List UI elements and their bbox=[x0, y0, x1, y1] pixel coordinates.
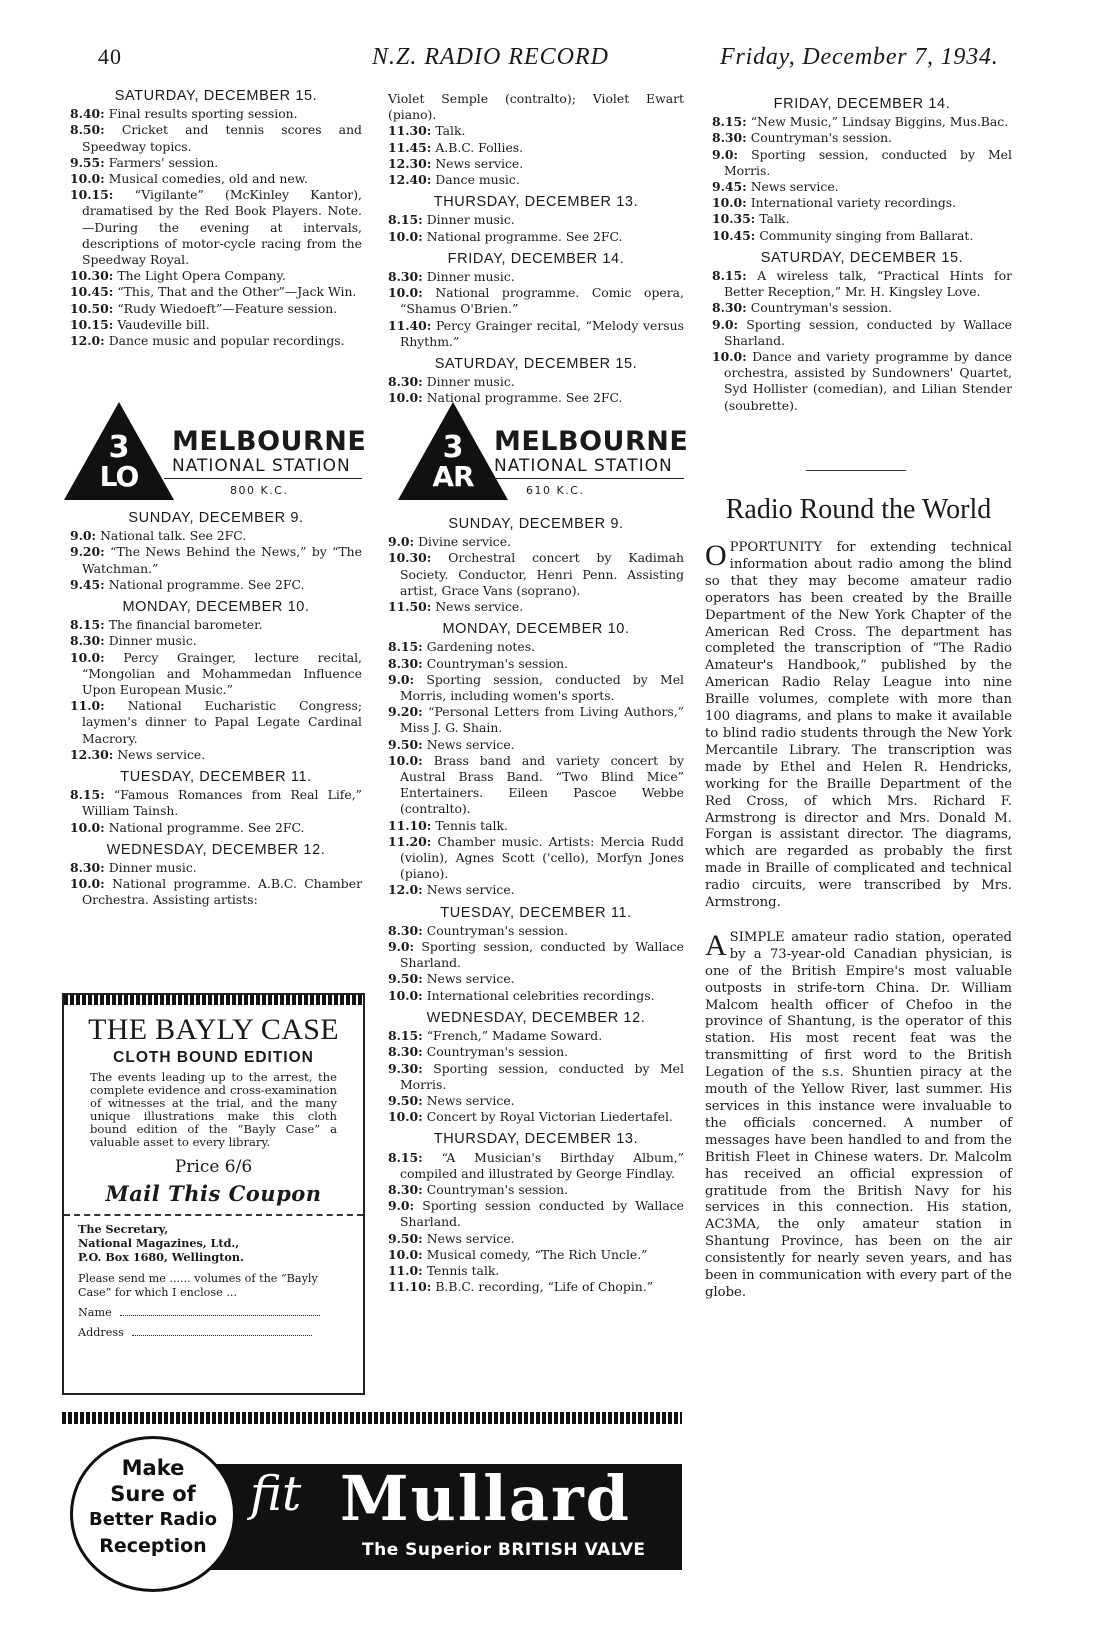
station-name: MELBOURNE bbox=[172, 426, 367, 457]
entry-text: “A Musician's Birthday Album,” compiled and illustrated by George Findlay. bbox=[400, 1149, 684, 1181]
station-banner-3ar bbox=[398, 402, 689, 500]
entry-time: 10.30: bbox=[388, 550, 432, 566]
entry-time: 8.30: bbox=[388, 655, 423, 671]
programme-entry bbox=[388, 971, 684, 987]
programme-entry bbox=[388, 1044, 684, 1060]
entry-text: A.B.C. Follies. bbox=[435, 139, 524, 155]
entry-text: A wireless talk, “Practical Hints for Better Reception,” Mr. H. Kingsley Love. bbox=[724, 268, 1012, 300]
programme-entry bbox=[388, 229, 684, 245]
ad-price: Price 6/6 bbox=[174, 1157, 253, 1177]
programme-entry bbox=[70, 787, 362, 819]
programme-entry bbox=[388, 550, 684, 599]
publication-title: N.Z. RADIO RECORD bbox=[372, 44, 609, 70]
column-2-top bbox=[388, 91, 684, 407]
entry-text: “French,” Madame Soward. bbox=[426, 1028, 603, 1044]
entry-text: Countryman's session. bbox=[426, 1044, 569, 1060]
entry-time: 10.45: bbox=[712, 227, 756, 243]
entry-time: 9.0: bbox=[388, 939, 415, 955]
entry-text: Talk. bbox=[759, 211, 790, 227]
programme-entry bbox=[388, 1109, 684, 1125]
station-logo-digit: 3 bbox=[108, 430, 130, 465]
entry-text: Percy Grainger, lecture recital, “Mongolian and Mohammedan Influence Upon European Music.” bbox=[82, 649, 362, 698]
entry-time: 10.0: bbox=[388, 987, 423, 1003]
entry-time: 9.20: bbox=[388, 704, 423, 720]
programme-entry bbox=[70, 333, 362, 349]
entry-text: Cricket and tennis scores and Speedway topics. bbox=[82, 122, 362, 154]
entry-text: Tennis talk. bbox=[426, 1262, 500, 1278]
article-paragraph-2 bbox=[705, 930, 1012, 1302]
day-heading: THURSDAY, DECEMBER 13. bbox=[433, 1131, 639, 1148]
programme-entry bbox=[388, 1093, 684, 1109]
programme-entry bbox=[388, 639, 684, 655]
programme-entry bbox=[388, 672, 684, 704]
entry-text: National Eucharistic Congress; laymen's dinner to Papal Legate Cardinal Macrory. bbox=[82, 698, 362, 746]
entry-time: 10.15: bbox=[70, 316, 114, 332]
entry-time: 8.15: bbox=[712, 114, 747, 130]
entry-time: 8.30: bbox=[388, 1044, 423, 1060]
programme-entry bbox=[388, 374, 684, 390]
entry-text: Sporting session, conducted by Mel Morris. bbox=[400, 1060, 684, 1092]
programme-entry bbox=[388, 923, 684, 939]
entry-time: 10.15: bbox=[70, 187, 114, 203]
coupon-name-row bbox=[78, 1306, 349, 1320]
programme-entry bbox=[70, 633, 362, 649]
bayly-case-ad bbox=[62, 993, 365, 1395]
column-3-top bbox=[712, 96, 1012, 414]
entry-time: 12.40: bbox=[388, 172, 432, 188]
entry-time: 10.45: bbox=[70, 284, 114, 300]
entry-time: 9.45: bbox=[70, 576, 105, 592]
station-subtitle: NATIONAL STATION bbox=[494, 456, 673, 476]
programme-entry bbox=[70, 301, 362, 317]
entry-time: 10.0: bbox=[70, 876, 105, 892]
ad-subtitle: CLOTH BOUND EDITION bbox=[113, 1049, 314, 1066]
entry-text: Community singing from Ballarat. bbox=[759, 227, 974, 243]
programme-entry bbox=[70, 155, 362, 171]
column-1-top bbox=[70, 88, 362, 349]
entry-time: 8.15: bbox=[70, 787, 105, 803]
entry-time: 11.10: bbox=[388, 1279, 432, 1295]
entry-time: 9.0: bbox=[712, 146, 739, 162]
programme-entry bbox=[388, 534, 684, 550]
entry-text: Gardening notes. bbox=[426, 639, 536, 655]
station-frequency: 800 K.C. bbox=[230, 484, 289, 497]
day-heading: WEDNESDAY, DECEMBER 12. bbox=[426, 1009, 646, 1026]
entry-text: The Light Opera Company. bbox=[117, 268, 286, 284]
programme-entry bbox=[712, 268, 1012, 300]
station-banner-3lo bbox=[64, 402, 367, 500]
page-number: 40 bbox=[98, 44, 122, 69]
ad-brand-name: Mullard bbox=[340, 1462, 632, 1535]
entry-time: 8.15: bbox=[388, 1028, 423, 1044]
entry-time: 8.15: bbox=[388, 1149, 423, 1165]
programme-entry bbox=[712, 195, 1012, 211]
entry-text: International celebrities recordings. bbox=[426, 987, 655, 1003]
programme-entry bbox=[388, 1198, 684, 1230]
entry-text: “Personal Letters from Living Authors,” Miss J. G. Shain. bbox=[400, 704, 684, 736]
programme-entry bbox=[70, 860, 362, 876]
station-name: MELBOURNE bbox=[494, 426, 689, 457]
entry-time: 10.50: bbox=[70, 300, 114, 316]
coupon-address-line: National Magazines, Ltd., bbox=[78, 1236, 240, 1250]
issue-date: Friday, December 7, 1934. bbox=[720, 44, 999, 70]
station-logo-letters: AR bbox=[432, 460, 474, 493]
entry-text: News service. bbox=[750, 179, 839, 195]
entry-text: News service. bbox=[426, 971, 515, 987]
entry-text: National programme. See 2FC. bbox=[108, 819, 305, 835]
entry-time: 8.40: bbox=[70, 106, 105, 122]
entry-text: Countryman's session. bbox=[750, 130, 893, 146]
entry-time: 8.30: bbox=[70, 633, 105, 649]
programme-entry bbox=[388, 834, 684, 883]
entry-text: Talk. bbox=[435, 123, 466, 139]
entry-time: 12.30: bbox=[388, 155, 432, 171]
entry-text: Countryman's session. bbox=[426, 655, 569, 671]
entry-text: News service. bbox=[117, 746, 206, 762]
entry-time: 11.10: bbox=[388, 817, 432, 833]
entry-time: 8.30: bbox=[388, 374, 423, 390]
programme-entry bbox=[712, 147, 1012, 179]
entry-time: 9.0: bbox=[388, 671, 415, 687]
entry-time: 10.0: bbox=[388, 1246, 423, 1262]
entry-text: News service. bbox=[435, 155, 524, 171]
entry-time: 10.30: bbox=[70, 268, 114, 284]
entry-text: Dance music and popular recordings. bbox=[108, 333, 345, 349]
entry-time: 9.0: bbox=[388, 534, 415, 550]
entry-time: 12.30: bbox=[70, 746, 114, 762]
programme-entry bbox=[388, 269, 684, 285]
programme-entry bbox=[388, 1061, 684, 1093]
entry-time: 8.30: bbox=[388, 1181, 423, 1197]
entry-time: 10.0: bbox=[70, 819, 105, 835]
entry-time: 10.35: bbox=[712, 211, 756, 227]
programme-entry bbox=[70, 747, 362, 763]
entry-time: 11.40: bbox=[388, 317, 432, 333]
programme-entry bbox=[712, 349, 1012, 414]
entry-time: 12.0: bbox=[70, 333, 105, 349]
programme-entry bbox=[70, 577, 362, 593]
station-logo-letters: LO bbox=[99, 460, 139, 493]
entry-time: 9.0: bbox=[388, 1198, 415, 1214]
entry-time: 10.0: bbox=[712, 349, 747, 365]
drop-cap: O bbox=[705, 539, 727, 572]
entry-time: 8.30: bbox=[388, 269, 423, 285]
programme-entry bbox=[388, 1247, 684, 1263]
entry-text: “Rudy Wiedoeft”—Feature session. bbox=[117, 300, 338, 316]
entry-text: News service. bbox=[426, 1092, 515, 1108]
entry-text: Dinner music. bbox=[426, 212, 515, 228]
entry-text: Chamber music. Artists: Mercia Rudd (violin), Agnes Scott ('cello), Morfyn Jones (piano). bbox=[400, 833, 684, 882]
badge-line: Make bbox=[121, 1456, 185, 1480]
entry-text: International variety recordings. bbox=[750, 195, 957, 211]
programme-entry bbox=[388, 1182, 684, 1198]
entry-text: News service. bbox=[426, 1230, 515, 1246]
entry-text: Sporting session, conducted by Mel Morris, including women's sports. bbox=[400, 671, 684, 704]
programme-entry bbox=[70, 317, 362, 333]
programme-entry bbox=[712, 300, 1012, 316]
article-text: SIMPLE amateur radio station, operated by a 73-year-old Canadian physician, is one of the British Empire's most valuable outposts in strife-torn China. Dr. William Malcom health officer of Chefoo in the province of Shantung, is the operator of this station. His most recent feat was the transmitting of first word to the British Legation of the s.s. Shuntien piracy at the mouth of the Yellow River, last summer. His services in this instance were invaluable to the officials concerned. A number of messages have been handled to and from the British Fleet in Chinese waters. Dr. Malcolm has received an official expression of gratitude from the British Navy for his services in this connection. His station, AC3MA, the only amateur station in Shantung Province, has been on the air consistently for nearly seven years, and has been in communication with every part of the globe. bbox=[705, 929, 1012, 1300]
entry-time: 10.0: bbox=[388, 228, 423, 244]
entry-time: 9.0: bbox=[712, 316, 739, 332]
coupon-name-field[interactable] bbox=[120, 1315, 320, 1316]
entry-text: Sporting session, conducted by Wallace Sharland. bbox=[400, 939, 684, 971]
entry-text: Dinner music. bbox=[108, 860, 197, 876]
coupon-address-line: P.O. Box 1680, Wellington. bbox=[78, 1250, 244, 1264]
entry-time: 10.0: bbox=[388, 285, 423, 301]
entry-text: Musical comedies, old and new. bbox=[108, 171, 308, 187]
entry-time: 10.0: bbox=[712, 195, 747, 211]
programme-entry bbox=[70, 650, 362, 699]
coupon-address-row bbox=[78, 1326, 349, 1340]
entry-time: 11.0: bbox=[388, 1262, 423, 1278]
programme-entry bbox=[712, 317, 1012, 349]
day-heading: MONDAY, DECEMBER 10. bbox=[122, 599, 310, 616]
entry-text: Concert by Royal Victorian Liedertafel. bbox=[426, 1109, 673, 1125]
programme-entry bbox=[388, 939, 684, 971]
article-title: Radio Round the World bbox=[725, 494, 992, 525]
programme-entry bbox=[388, 656, 684, 672]
entry-text: Sporting session, conducted by Wallace Sharland. bbox=[724, 316, 1012, 348]
ad-border-strip bbox=[64, 995, 363, 1005]
entry-time: 9.0: bbox=[70, 528, 97, 544]
day-heading: THURSDAY, DECEMBER 13. bbox=[433, 194, 639, 211]
entry-text: “New Music,” Lindsay Biggins, Mus.Bac. bbox=[750, 114, 1009, 130]
programme-entry bbox=[388, 1231, 684, 1247]
programme-entry bbox=[712, 130, 1012, 146]
day-heading: FRIDAY, DECEMBER 14. bbox=[773, 96, 951, 112]
day-heading: SATURDAY, DECEMBER 15. bbox=[114, 88, 318, 104]
programme-entry bbox=[388, 704, 684, 736]
programme-entry bbox=[388, 285, 684, 317]
coupon-request: Please send me ...... volumes of the “Bayly Case” for which I enclose ... bbox=[78, 1272, 318, 1299]
day-heading: MONDAY, DECEMBER 10. bbox=[442, 621, 630, 638]
entry-text: Orchestral concert by Kadimah Society. Conductor, Henri Penn. Assisting artist, Grace Vans (soprano). bbox=[400, 550, 684, 598]
entry-text: Brass band and variety concert by Austral Brass Band. “Two Blind Mice” Entertainers. Eileen Pascoe Webbe (contralto). bbox=[400, 752, 684, 817]
entry-text: “This, That and the Other”—Jack Win. bbox=[117, 284, 357, 300]
entry-time: 11.0: bbox=[70, 698, 105, 714]
entry-time: 9.45: bbox=[712, 179, 747, 195]
entry-text: National programme. See 2FC. bbox=[108, 576, 305, 592]
entry-time: 9.50: bbox=[388, 1092, 423, 1108]
entry-text: Countryman's session. bbox=[426, 1181, 569, 1197]
entry-time: 9.20: bbox=[70, 544, 105, 560]
entry-text: National programme. See 2FC. bbox=[426, 390, 623, 406]
entry-text: The financial barometer. bbox=[108, 617, 263, 633]
article-text: PPORTUNITY for extending technical information about radio among the blind so that they may become amateur radio operators has been created by the Braille Department of the New York Chapter of the American Red Cross. The department has completed the transcription of “The Radio Amateur's Handbook,” published by the American Radio Relay League into nine Braille volumes, complete with more than 100 diagrams, and plans to make it available to blind radio students through the New York Mercantile Library. The transcription was made by Ethel and Helen R. Hendricks, working for the Braille Department of the Red Cross, of which Mrs. Richard F. Armstrong is director and Mrs. Donald M. Forgan is assistant director. The diagrams, which are regarded as probably the first made in Braille of complicated and technical radio circuits, were transcribed by Mrs. Armstrong. bbox=[705, 540, 1012, 911]
entry-time: 8.15: bbox=[388, 212, 423, 228]
entry-text: Dinner music. bbox=[426, 269, 515, 285]
column-2-bottom bbox=[388, 516, 684, 1295]
entry-time: 9.50: bbox=[388, 971, 423, 987]
programme-entry bbox=[388, 882, 684, 898]
entry-time: 11.45: bbox=[388, 139, 432, 155]
entry-time: 11.20: bbox=[388, 833, 432, 849]
article-radio-round-the-world bbox=[705, 494, 1012, 1302]
programme-entry bbox=[712, 114, 1012, 130]
programme-entry bbox=[70, 876, 362, 908]
entry-time: 8.30: bbox=[388, 922, 423, 938]
entry-time: 8.15: bbox=[388, 639, 423, 655]
ad-border-strip bbox=[62, 1412, 682, 1424]
ad-tagline: The Superior BRITISH VALVE bbox=[362, 1540, 646, 1560]
day-heading: SUNDAY, DECEMBER 9. bbox=[128, 510, 304, 526]
programme-entry bbox=[70, 187, 362, 268]
programme-entry bbox=[70, 122, 362, 154]
coupon-address-line: The Secretary, bbox=[78, 1222, 169, 1236]
programme-entry bbox=[70, 528, 362, 544]
entry-text: Sporting session, conducted by Mel Morris. bbox=[724, 146, 1012, 178]
section-divider bbox=[806, 470, 906, 471]
badge-line: Reception bbox=[99, 1535, 207, 1557]
coupon-address-field[interactable] bbox=[132, 1335, 312, 1336]
programme-entry bbox=[388, 1263, 684, 1279]
entry-text: Sporting session conducted by Wallace Sharland. bbox=[400, 1198, 684, 1230]
entry-time: 10.0: bbox=[70, 649, 105, 665]
badge-line: Sure of bbox=[110, 1482, 196, 1506]
entry-text: News service. bbox=[426, 882, 515, 898]
day-heading: WEDNESDAY, DECEMBER 12. bbox=[106, 841, 326, 858]
entry-time: 8.30: bbox=[712, 300, 747, 316]
programme-entry bbox=[388, 737, 684, 753]
entry-text: Dinner music. bbox=[108, 633, 197, 649]
station-logo-digit: 3 bbox=[442, 430, 464, 465]
programme-entry bbox=[70, 171, 362, 187]
ad-circle-badge bbox=[70, 1436, 236, 1592]
programme-entry bbox=[388, 1150, 684, 1182]
programme-entry bbox=[712, 179, 1012, 195]
entry-text: National programme. See 2FC. bbox=[426, 228, 623, 244]
programme-entry bbox=[388, 599, 684, 615]
programme-entry bbox=[388, 156, 684, 172]
day-heading: SUNDAY, DECEMBER 9. bbox=[448, 516, 624, 532]
programme-entry bbox=[388, 753, 684, 818]
entry-time: 9.55: bbox=[70, 154, 105, 170]
article-paragraph-1 bbox=[705, 540, 1012, 912]
entry-time: 10.0: bbox=[388, 1109, 423, 1125]
programme-entry bbox=[70, 284, 362, 300]
station-subtitle: NATIONAL STATION bbox=[172, 456, 351, 476]
programme-entry bbox=[388, 818, 684, 834]
day-heading: TUESDAY, DECEMBER 11. bbox=[120, 769, 312, 786]
entry-time: 8.30: bbox=[712, 130, 747, 146]
entry-text: Farmers' session. bbox=[108, 154, 219, 170]
entry-text: News service. bbox=[426, 736, 515, 752]
badge-line: Better Radio bbox=[89, 1509, 217, 1530]
programme-entry bbox=[712, 228, 1012, 244]
coupon-name-label: Name bbox=[78, 1306, 112, 1319]
programme-entry bbox=[388, 123, 684, 139]
entry-time: 9.50: bbox=[388, 1230, 423, 1246]
ad-title: THE BAYLY CASE bbox=[88, 1013, 339, 1046]
entry-text: Countryman's session. bbox=[750, 300, 893, 316]
column-1-bottom bbox=[70, 510, 362, 909]
programme-entry bbox=[388, 172, 684, 188]
entry-text: News service. bbox=[435, 599, 524, 615]
programme-entry bbox=[388, 1279, 684, 1295]
ad-body: The events leading up to the arrest, the complete evidence and cross-examination of witnesses at the trial, and the many unique illustrations make this cloth bound edition of the “Bayly Case” a valuable asset to every library. bbox=[90, 1070, 337, 1149]
coupon-address-label: Address bbox=[78, 1326, 124, 1339]
programme-entry bbox=[388, 318, 684, 350]
entry-text: Percy Grainger recital, “Melody versus Rhythm.” bbox=[400, 317, 684, 349]
entry-text: “The News Behind the News,” by “The Watchman.” bbox=[82, 544, 362, 576]
entry-text: Divine service. bbox=[418, 534, 511, 550]
day-heading: FRIDAY, DECEMBER 14. bbox=[447, 250, 625, 267]
mullard-ad bbox=[62, 1412, 682, 1590]
entry-text: Musical comedy, “The Rich Uncle.” bbox=[426, 1246, 648, 1262]
entry-time: 10.0: bbox=[70, 171, 105, 187]
entry-time: 8.30: bbox=[70, 860, 105, 876]
ad-mail-coupon: Mail This Coupon bbox=[105, 1181, 322, 1206]
entry-time: 9.50: bbox=[388, 736, 423, 752]
programme-continuation: Violet Semple (contralto); Violet Ewart (piano). bbox=[388, 91, 684, 123]
entry-time: 11.50: bbox=[388, 599, 432, 615]
coupon-form bbox=[64, 1214, 363, 1346]
entry-text: National programme. Comic opera, “Shamus O'Brien.” bbox=[400, 285, 684, 317]
station-frequency: 610 K.C. bbox=[526, 484, 585, 497]
station-rule bbox=[164, 478, 362, 479]
drop-cap: A bbox=[705, 928, 727, 962]
entry-time: 10.0: bbox=[388, 390, 423, 406]
entry-text: “Vigilante” (McKinley Kantor), dramatised by the Red Book Players. Note.—During the evening at intervals, descriptions of motor-cycle racing from the Speedway Royal. bbox=[82, 187, 362, 268]
entry-time: 8.50: bbox=[70, 122, 105, 138]
programme-entry bbox=[70, 617, 362, 633]
entry-text: Tennis talk. bbox=[435, 817, 508, 833]
programme-entry bbox=[388, 140, 684, 156]
programme-entry bbox=[70, 268, 362, 284]
day-heading: SATURDAY, DECEMBER 15. bbox=[760, 249, 964, 266]
programme-entry bbox=[712, 211, 1012, 227]
entry-time: 8.15: bbox=[70, 617, 105, 633]
entry-text: Dance music. bbox=[435, 172, 520, 188]
entry-time: 10.0: bbox=[388, 752, 423, 768]
programme-entry bbox=[70, 820, 362, 836]
entry-text: “Famous Romances from Real Life,” William Tainsh. bbox=[82, 787, 362, 819]
entry-time: 11.30: bbox=[388, 123, 432, 139]
programme-entry bbox=[388, 988, 684, 1004]
entry-time: 8.15: bbox=[712, 268, 747, 284]
entry-text: Final results sporting session. bbox=[108, 106, 298, 122]
programme-entry bbox=[70, 106, 362, 122]
entry-text: Dance and variety programme by dance orchestra, assisted by Sundowners' Quartet, Syd Hollister (comedian), and Lilian Stender (soubrette). bbox=[724, 349, 1012, 413]
programme-entry bbox=[70, 698, 362, 747]
entry-text: National programme. A.B.C. Chamber Orchestra. Assisting artists: bbox=[82, 876, 362, 908]
programme-entry bbox=[388, 1028, 684, 1044]
entry-text: Vaudeville bill. bbox=[117, 316, 210, 332]
station-rule bbox=[488, 478, 684, 479]
day-heading: TUESDAY, DECEMBER 11. bbox=[440, 904, 632, 921]
entry-time: 9.30: bbox=[388, 1060, 423, 1076]
programme-entry bbox=[388, 212, 684, 228]
programme-entry bbox=[70, 544, 362, 576]
entry-text: Countryman's session. bbox=[426, 922, 569, 938]
day-heading: SATURDAY, DECEMBER 15. bbox=[434, 356, 638, 373]
entry-text: B.B.C. recording, “Life of Chopin.” bbox=[435, 1279, 654, 1295]
entry-text: Dinner music. bbox=[426, 374, 515, 390]
ad-fit-script: fit bbox=[250, 1466, 302, 1522]
entry-time: 12.0: bbox=[388, 882, 423, 898]
entry-text: National talk. See 2FC. bbox=[100, 528, 247, 544]
